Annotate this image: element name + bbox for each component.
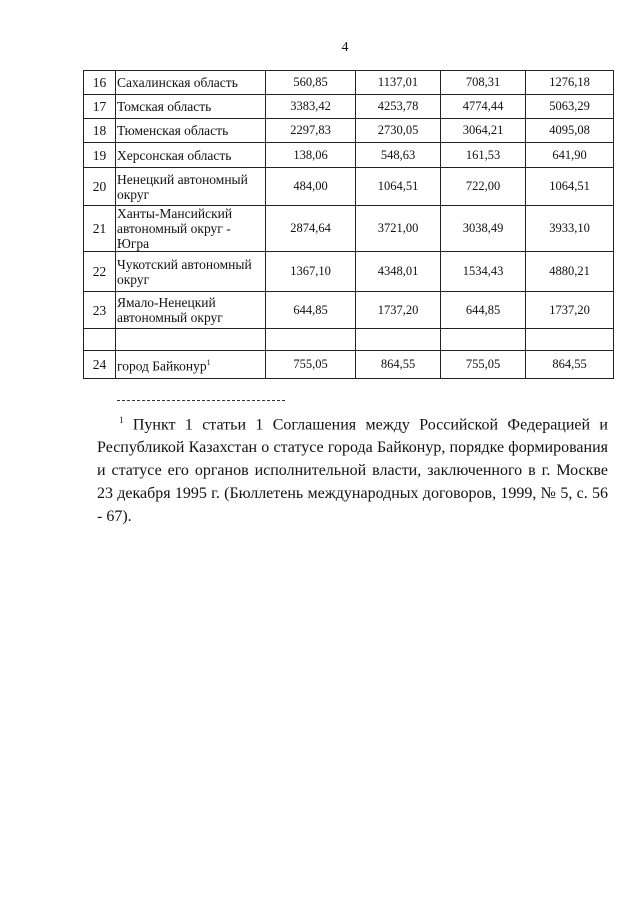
table-row	[84, 119, 614, 143]
table-row	[84, 252, 614, 292]
value-cell: 1367,10	[266, 252, 356, 292]
value-cell: 644,85	[266, 292, 356, 329]
value-cell: 560,85	[266, 71, 356, 95]
region-name	[116, 168, 266, 206]
table-row	[84, 206, 614, 252]
value-cell: 1534,43	[441, 252, 526, 292]
value-cell: 864,55	[526, 351, 614, 379]
value-cell: 1737,20	[526, 292, 614, 329]
value-cell: 755,05	[266, 351, 356, 379]
region-name	[116, 252, 266, 292]
region-name-text: Херсонская область	[117, 147, 232, 163]
value-cell: 3038,49	[441, 206, 526, 252]
value-cell: 708,31	[441, 71, 526, 95]
value-cell: 2874,64	[266, 206, 356, 252]
value-cell: 722,00	[441, 168, 526, 206]
row-number: 24	[84, 351, 116, 379]
row-number: 22	[84, 252, 116, 292]
value-cell: 4348,01	[356, 252, 441, 292]
value-cell	[356, 329, 441, 351]
value-cell: 161,53	[441, 143, 526, 168]
value-cell: 484,00	[266, 168, 356, 206]
region-name-text: Чукотский автономный округ	[117, 256, 252, 287]
table-row	[84, 329, 614, 351]
table-row	[84, 168, 614, 206]
region-name	[116, 206, 266, 252]
value-cell: 1276,18	[526, 71, 614, 95]
value-cell: 864,55	[356, 351, 441, 379]
value-cell: 4253,78	[356, 95, 441, 119]
row-number: 19	[84, 143, 116, 168]
page-number: 4	[341, 40, 349, 55]
region-name	[116, 351, 266, 379]
row-number	[84, 329, 116, 351]
value-cell: 5063,29	[526, 95, 614, 119]
region-name	[116, 95, 266, 119]
value-cell	[526, 329, 614, 351]
regions-table	[83, 70, 614, 379]
region-name-text: город Байконур	[117, 358, 207, 374]
row-number: 20	[84, 168, 116, 206]
table-row	[84, 71, 614, 95]
table-row	[84, 143, 614, 168]
region-name	[116, 119, 266, 143]
value-cell: 1737,20	[356, 292, 441, 329]
region-name-text: Ямало-Ненецкий автономный округ	[117, 295, 223, 325]
value-cell: 548,63	[356, 143, 441, 168]
footnote-ref: 1	[206, 358, 211, 368]
value-cell: 1137,01	[356, 71, 441, 95]
value-cell: 641,90	[526, 143, 614, 168]
value-cell: 138,06	[266, 143, 356, 168]
table-row	[84, 292, 614, 329]
region-name-text: Тюменская область	[117, 123, 229, 138]
row-number: 16	[84, 71, 116, 95]
value-cell: 3933,10	[526, 206, 614, 252]
value-cell: 1064,51	[526, 168, 614, 206]
footnote-separator	[117, 400, 285, 401]
footnote	[97, 409, 608, 528]
value-cell: 3383,42	[266, 95, 356, 119]
value-cell: 2297,83	[266, 119, 356, 143]
value-cell	[266, 329, 356, 351]
row-number: 18	[84, 119, 116, 143]
region-name-text: Ненецкий автономный округ	[117, 171, 248, 202]
value-cell: 2730,05	[356, 119, 441, 143]
value-cell: 3064,21	[441, 119, 526, 143]
table-row	[84, 351, 614, 379]
value-cell: 755,05	[441, 351, 526, 379]
footnote-mark: 1	[119, 415, 124, 425]
value-cell: 4880,21	[526, 252, 614, 292]
row-number: 23	[84, 292, 116, 329]
value-cell: 3721,00	[356, 206, 441, 252]
region-name	[116, 71, 266, 95]
table-row	[84, 95, 614, 119]
region-name	[116, 292, 266, 329]
row-number: 21	[84, 206, 116, 252]
region-name-text: Ханты-Мансийский автономный округ - Югра	[117, 206, 233, 251]
value-cell: 4095,08	[526, 119, 614, 143]
value-cell: 1064,51	[356, 168, 441, 206]
region-name	[116, 329, 266, 351]
value-cell: 4774,44	[441, 95, 526, 119]
footnote-text: Пункт 1 статьи 1 Соглашения между Российской Федерацией и Республикой Казахстан о статусе города Байконур, порядке формирования и статусе его органов исполнительной власти, заключенного в г. Москве 23 декабря 1995 г. (Бюллетень международных договоров, 1999, № 5, с. 56 - 67).	[97, 416, 608, 526]
row-number: 17	[84, 95, 116, 119]
value-cell	[441, 329, 526, 351]
region-name-text: Сахалинская область	[117, 75, 238, 90]
region-name	[116, 143, 266, 168]
value-cell: 644,85	[441, 292, 526, 329]
region-name-text: Томская область	[117, 99, 212, 114]
